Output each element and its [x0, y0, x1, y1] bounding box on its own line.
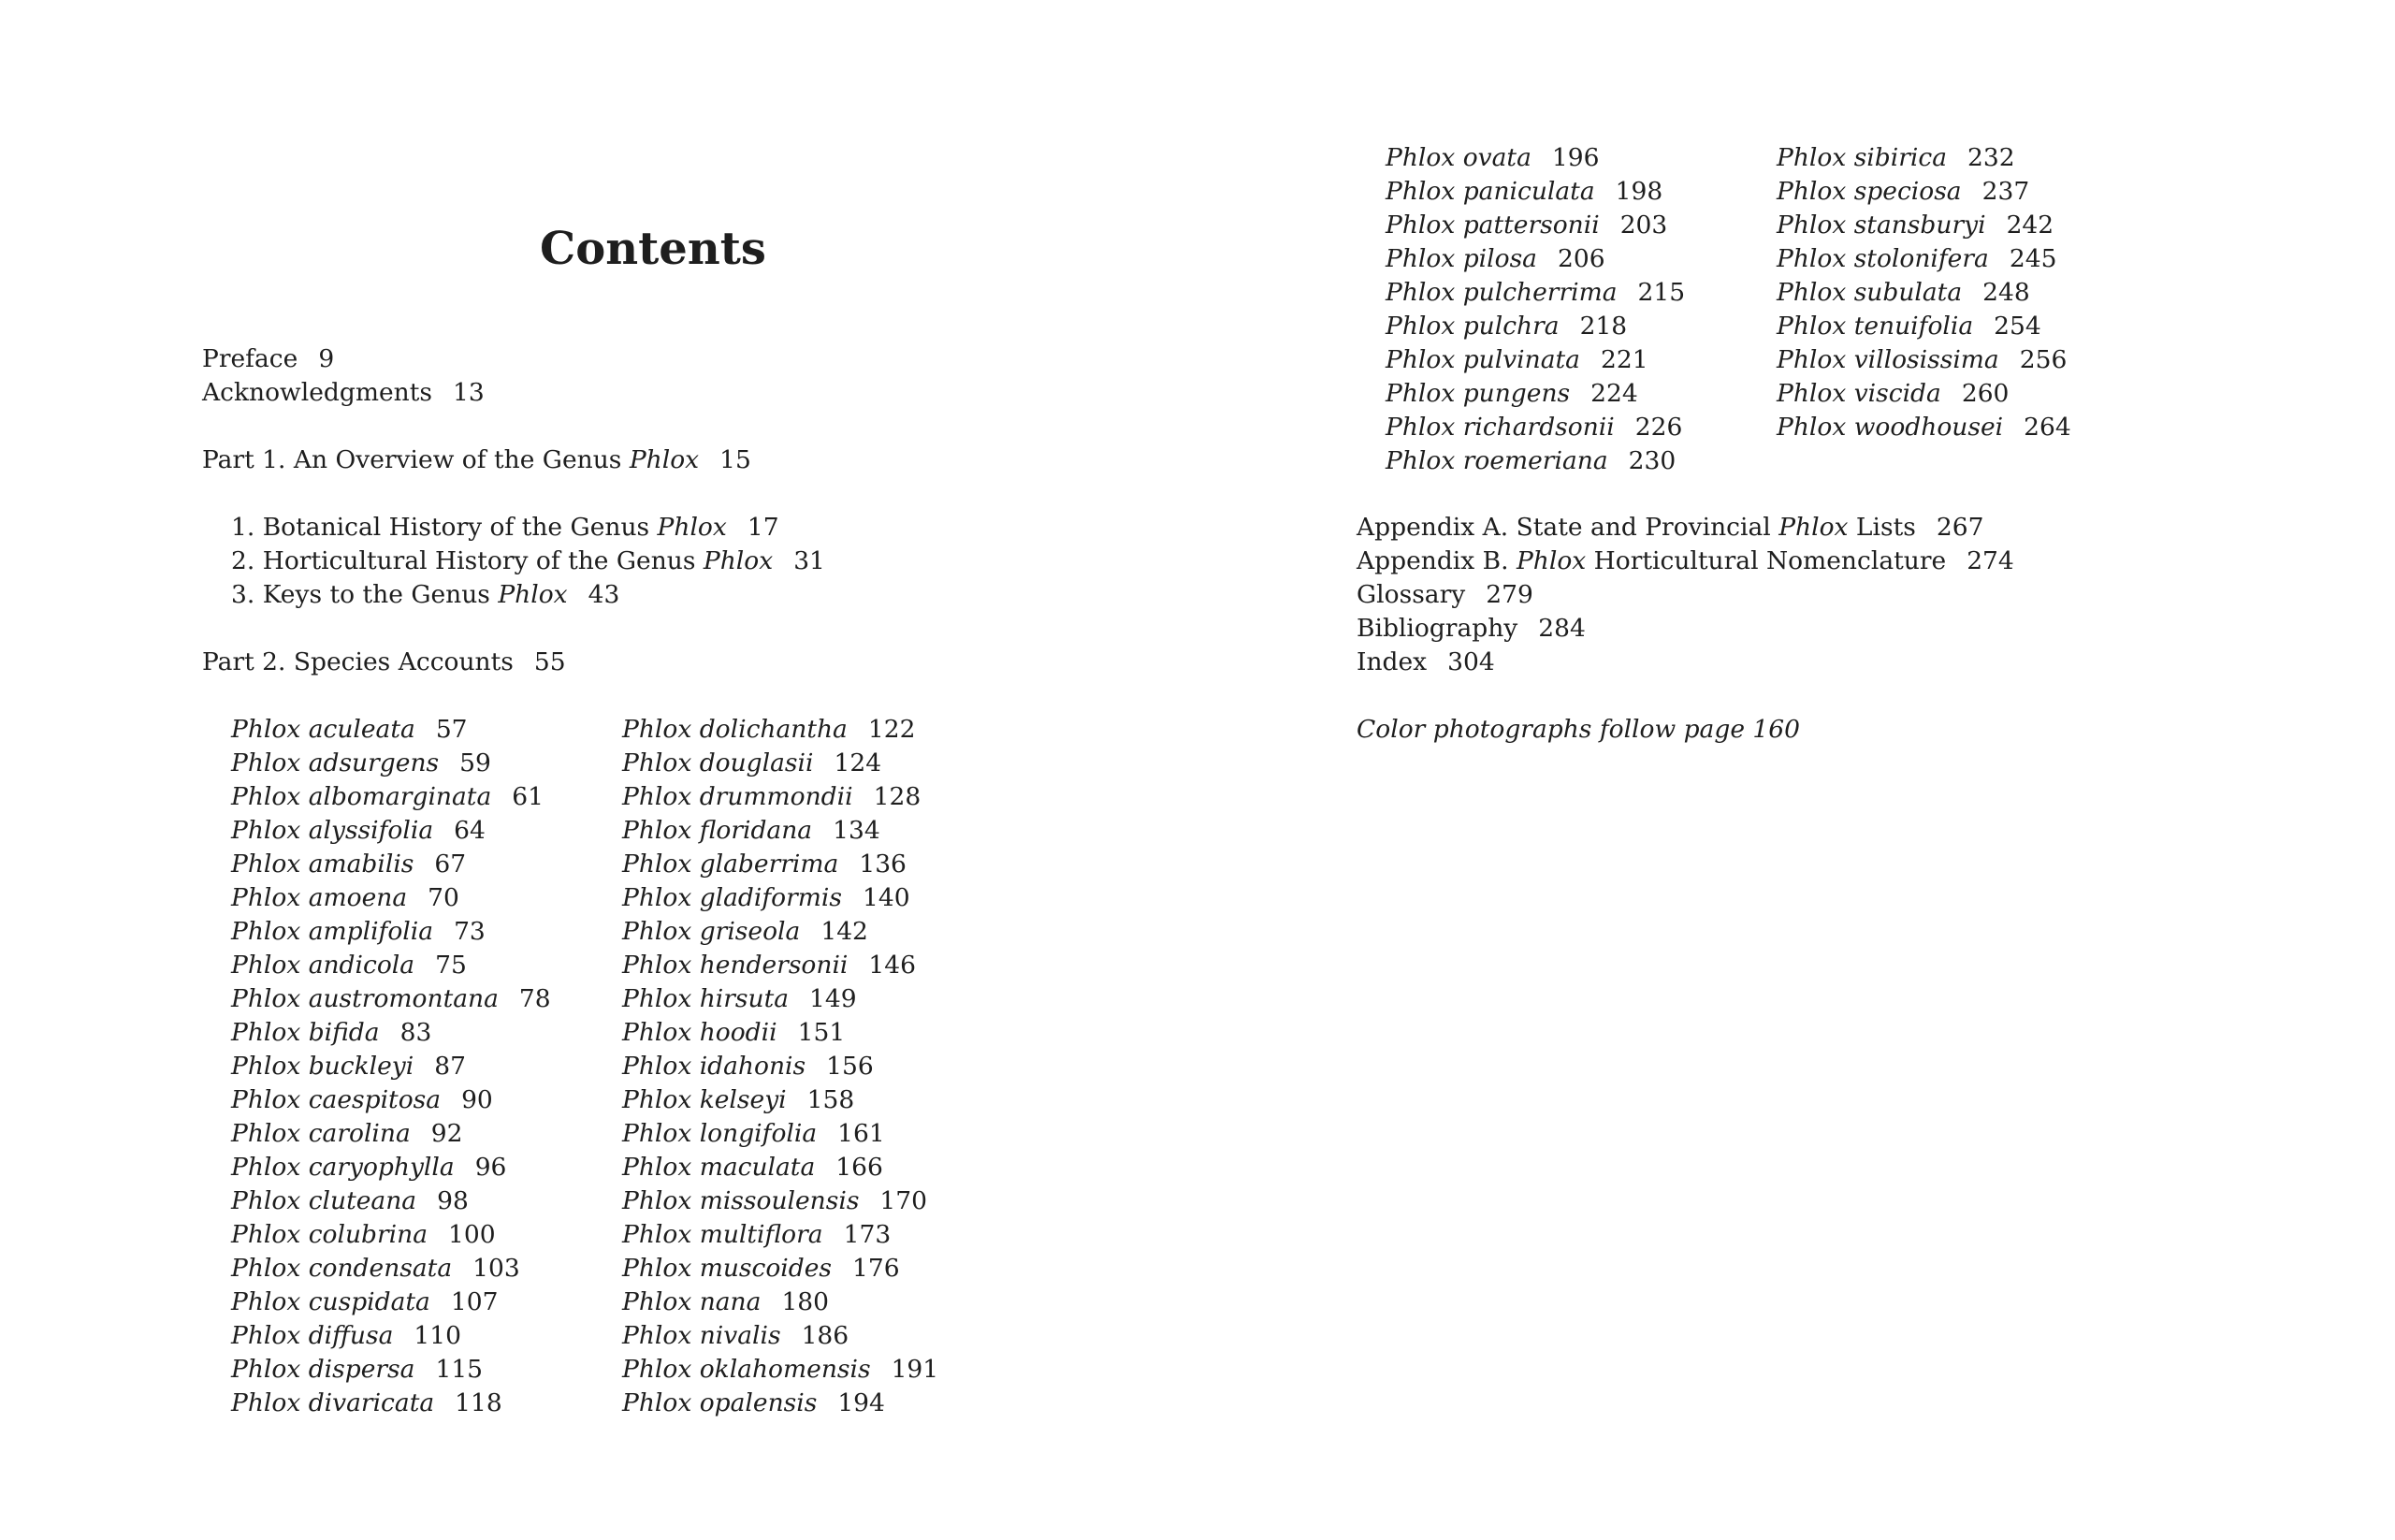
species-page: 256 — [2019, 345, 2068, 374]
species-entry — [1386, 141, 1685, 175]
species-name: Phlox kelseyi — [622, 1085, 787, 1114]
species-entry — [231, 1016, 551, 1050]
species-name: Phlox buckleyi — [231, 1052, 414, 1081]
species-name: Phlox villosissima — [1777, 345, 1999, 374]
toc-chapter-1 — [231, 511, 779, 545]
species-name: Phlox speciosa — [1777, 177, 1962, 206]
species-entry — [1777, 242, 2071, 276]
species-name: Phlox pulcherrima — [1386, 278, 1618, 307]
species-entry — [622, 747, 938, 780]
species-entry — [1777, 175, 2071, 209]
toc-entry-appendix-b — [1357, 545, 2014, 578]
species-name: Phlox austromontana — [231, 984, 499, 1013]
toc-entry-label: 3. Keys to the Genus — [231, 580, 499, 609]
toc-entry-label: 1. Botanical History of the Genus — [231, 513, 658, 542]
species-name: Phlox hirsuta — [622, 984, 790, 1013]
species-entry — [231, 1387, 551, 1420]
species-entry — [231, 1117, 551, 1151]
species-entry — [1777, 377, 2071, 411]
species-page: 226 — [1634, 413, 1683, 442]
species-entry — [231, 982, 551, 1016]
toc-entry-page: 304 — [1447, 647, 1495, 676]
species-page: 87 — [434, 1052, 466, 1081]
toc-entry-label: Part 1. An Overview of the Genus — [202, 445, 630, 474]
species-name: Phlox cuspidata — [231, 1287, 430, 1316]
species-page: 78 — [518, 984, 551, 1013]
species-page: 194 — [837, 1388, 885, 1417]
toc-chapter-2 — [231, 545, 825, 578]
toc-entry-index — [1357, 646, 1495, 679]
species-name: Phlox subulata — [1777, 278, 1963, 307]
toc-entry-label: Index — [1357, 647, 1428, 676]
toc-entry-page: 279 — [1486, 580, 1533, 609]
species-page: 83 — [399, 1018, 432, 1047]
species-page: 237 — [1981, 177, 2030, 206]
species-name: Phlox aculeata — [231, 715, 415, 744]
species-name: Phlox nivalis — [622, 1321, 781, 1350]
species-name: Phlox albomarginata — [231, 782, 492, 811]
species-page: 158 — [806, 1085, 855, 1114]
species-entry — [231, 949, 551, 982]
toc-entry-page: 9 — [318, 344, 335, 373]
genus-name: Phlox — [1516, 546, 1587, 575]
species-entry — [1386, 209, 1685, 242]
species-page: 156 — [826, 1052, 874, 1081]
species-page: 215 — [1637, 278, 1686, 307]
species-page: 75 — [435, 951, 467, 980]
species-entry — [1386, 377, 1685, 411]
toc-entry-page: 267 — [1936, 513, 1984, 542]
toc-entry-page: 15 — [719, 445, 751, 474]
species-entry — [622, 982, 938, 1016]
species-column-3 — [1386, 141, 1685, 478]
toc-entry-part2 — [202, 646, 566, 679]
species-entry — [622, 1252, 938, 1286]
species-page: 92 — [430, 1119, 463, 1148]
species-page: 230 — [1628, 446, 1676, 475]
species-entry — [231, 1083, 551, 1117]
page-title: Contents — [540, 223, 766, 275]
species-entry — [622, 814, 938, 848]
species-entry — [231, 1353, 551, 1387]
species-page: 115 — [435, 1355, 484, 1384]
species-entry — [231, 881, 551, 915]
species-entry — [622, 915, 938, 949]
species-name: Phlox richardsonii — [1386, 413, 1615, 442]
species-name: Phlox missoulensis — [622, 1186, 860, 1215]
species-page: 166 — [835, 1153, 883, 1182]
species-name: Phlox griseola — [622, 917, 801, 946]
species-name: Phlox colubrina — [231, 1220, 428, 1249]
genus-name: Phlox — [1778, 513, 1849, 542]
species-page: 180 — [781, 1287, 830, 1316]
species-entry — [622, 1319, 938, 1353]
species-page: 100 — [448, 1220, 496, 1249]
species-page: 128 — [873, 782, 922, 811]
species-name: Phlox muscoides — [622, 1254, 833, 1283]
species-page: 151 — [797, 1018, 846, 1047]
toc-entry-label: Appendix B. — [1357, 546, 1517, 575]
species-name: Phlox multiflora — [622, 1220, 823, 1249]
species-name: Phlox adsurgens — [231, 748, 440, 777]
species-name: Phlox douglasii — [622, 748, 814, 777]
species-entry — [622, 1117, 938, 1151]
genus-name: Phlox — [657, 513, 727, 542]
species-name: Phlox amabilis — [231, 850, 414, 879]
species-entry — [231, 1286, 551, 1319]
toc-entry-page: 13 — [452, 378, 485, 407]
toc-entry-glossary — [1357, 578, 1533, 612]
toc-entry-preface — [202, 342, 334, 376]
species-page: 90 — [461, 1085, 493, 1114]
species-entry — [622, 1050, 938, 1083]
species-column-1 — [231, 713, 551, 1420]
species-entry — [1777, 411, 2071, 444]
species-page: 242 — [2006, 211, 2054, 240]
species-name: Phlox ovata — [1386, 143, 1531, 172]
toc-entry-page: 17 — [747, 513, 779, 542]
species-page: 196 — [1551, 143, 1600, 172]
species-entry — [1777, 310, 2071, 343]
species-page: 142 — [820, 917, 868, 946]
species-name: Phlox amplifolia — [231, 917, 434, 946]
toc-entry-label: 2. Horticultural History of the Genus — [231, 546, 704, 575]
species-name: Phlox diffusa — [231, 1321, 394, 1350]
species-name: Phlox hoodii — [622, 1018, 777, 1047]
species-entry — [622, 1387, 938, 1420]
species-page: 122 — [867, 715, 916, 744]
species-page: 176 — [852, 1254, 900, 1283]
species-name: Phlox glaberrima — [622, 850, 839, 879]
species-name: Phlox pattersonii — [1386, 211, 1600, 240]
species-name: Phlox caryophylla — [231, 1153, 455, 1182]
species-entry — [231, 1050, 551, 1083]
species-page: 191 — [891, 1355, 939, 1384]
species-name: Phlox hendersonii — [622, 951, 849, 980]
species-name: Phlox nana — [622, 1287, 762, 1316]
species-entry — [1386, 310, 1685, 343]
species-entry — [231, 1252, 551, 1286]
species-page: 248 — [1982, 278, 2030, 307]
toc-entry-page: 43 — [588, 580, 620, 609]
species-name: Phlox idahonis — [622, 1052, 806, 1081]
species-entry — [1777, 276, 2071, 310]
toc-entry-page: 274 — [1967, 546, 2014, 575]
color-photographs-note: Color photographs follow page 160 — [1357, 715, 1801, 744]
species-name: Phlox opalensis — [622, 1388, 818, 1417]
species-name: Phlox tenuifolia — [1777, 312, 1974, 341]
species-page: 103 — [472, 1254, 520, 1283]
species-page: 224 — [1590, 379, 1638, 408]
species-name: Phlox floridana — [622, 816, 813, 845]
species-entry — [231, 915, 551, 949]
species-entry — [622, 1286, 938, 1319]
species-page: 118 — [455, 1388, 502, 1417]
genus-name: Phlox — [703, 546, 774, 575]
toc-entry-page: 31 — [793, 546, 825, 575]
species-name: Phlox pulchra — [1386, 312, 1560, 341]
species-entry — [1386, 444, 1685, 478]
species-page: 149 — [809, 984, 857, 1013]
species-page: 173 — [843, 1220, 892, 1249]
species-entry — [1386, 242, 1685, 276]
toc-entry-label: Appendix A. State and Provincial — [1357, 513, 1779, 542]
species-page: 260 — [1961, 379, 2010, 408]
species-name: Phlox dispersa — [231, 1355, 415, 1384]
toc-entry-acknowledgments — [202, 376, 485, 410]
species-name: Phlox cluteana — [231, 1186, 417, 1215]
species-name: Phlox paniculata — [1386, 177, 1595, 206]
species-column-4 — [1777, 141, 2071, 444]
species-entry — [231, 1151, 551, 1184]
species-name: Phlox condensata — [231, 1254, 453, 1283]
toc-entry-part1 — [202, 443, 751, 477]
species-name: Phlox stansburyi — [1777, 211, 1986, 240]
species-name: Phlox caespitosa — [231, 1085, 442, 1114]
species-page: 140 — [863, 883, 910, 912]
species-entry — [1386, 175, 1685, 209]
species-name: Phlox gladiformis — [622, 883, 843, 912]
species-page: 107 — [450, 1287, 499, 1316]
species-entry — [231, 1319, 551, 1353]
species-entry — [622, 1184, 938, 1218]
species-page: 203 — [1619, 211, 1668, 240]
species-page: 198 — [1615, 177, 1663, 206]
species-entry — [231, 780, 551, 814]
species-name: Phlox sibirica — [1777, 143, 1947, 172]
species-page: 264 — [2024, 413, 2071, 442]
species-page: 64 — [454, 816, 486, 845]
species-name: Phlox drummondii — [622, 782, 853, 811]
toc-entry-appendix-a — [1357, 511, 1983, 545]
species-entry — [1386, 276, 1685, 310]
species-name: Phlox dolichantha — [622, 715, 848, 744]
species-entry — [622, 1353, 938, 1387]
species-page: 124 — [834, 748, 882, 777]
species-entry — [1386, 343, 1685, 377]
species-entry — [231, 713, 551, 747]
species-name: Phlox maculata — [622, 1153, 816, 1182]
species-entry — [622, 1151, 938, 1184]
species-page: 161 — [837, 1119, 885, 1148]
species-entry — [622, 713, 938, 747]
species-page: 70 — [428, 883, 459, 912]
species-entry — [231, 1184, 551, 1218]
species-entry — [622, 1016, 938, 1050]
species-page: 134 — [833, 816, 880, 845]
species-entry — [622, 780, 938, 814]
species-entry — [1777, 343, 2071, 377]
species-page: 98 — [437, 1186, 469, 1215]
species-page: 110 — [414, 1321, 461, 1350]
species-entry — [1386, 411, 1685, 444]
toc-entry-label: Horticultural Nomenclature — [1586, 546, 1947, 575]
species-page: 232 — [1967, 143, 2015, 172]
toc-entry-label: Glossary — [1357, 580, 1466, 609]
species-name: Phlox longifolia — [622, 1119, 818, 1148]
species-name: Phlox oklahomensis — [622, 1355, 871, 1384]
species-entry — [231, 1218, 551, 1252]
species-name: Phlox bifida — [231, 1018, 380, 1047]
genus-name: Phlox — [629, 445, 700, 474]
species-name: Phlox stolonifera — [1777, 244, 1989, 273]
toc-chapter-3 — [231, 578, 619, 612]
species-entry — [231, 814, 551, 848]
species-page: 61 — [512, 782, 544, 811]
species-name: Phlox pungens — [1386, 379, 1571, 408]
species-name: Phlox woodhousei — [1777, 413, 2004, 442]
species-name: Phlox pilosa — [1386, 244, 1537, 273]
species-name: Phlox viscida — [1777, 379, 1941, 408]
species-name: Phlox divaricata — [231, 1388, 435, 1417]
species-entry — [1777, 141, 2071, 175]
species-page: 186 — [801, 1321, 849, 1350]
toc-entry-bibliography — [1357, 612, 1586, 646]
species-page: 245 — [2009, 244, 2057, 273]
toc-entry-page: 284 — [1538, 614, 1586, 643]
toc-entry-label: Bibliography — [1357, 614, 1518, 643]
species-name: Phlox roemeriana — [1386, 446, 1608, 475]
species-column-2 — [622, 713, 938, 1420]
species-entry — [231, 848, 551, 881]
toc-entry-label: Part 2. Species Accounts — [202, 647, 514, 676]
species-entry — [622, 1083, 938, 1117]
species-entry — [1777, 209, 2071, 242]
species-page: 57 — [435, 715, 468, 744]
species-entry — [622, 881, 938, 915]
species-page: 221 — [1600, 345, 1648, 374]
species-page: 218 — [1579, 312, 1628, 341]
species-name: Phlox amoena — [231, 883, 408, 912]
toc-entry-label: Acknowledgments — [202, 378, 432, 407]
toc-entry-label: Lists — [1848, 513, 1916, 542]
species-name: Phlox carolina — [231, 1119, 411, 1148]
species-name: Phlox pulvinata — [1386, 345, 1580, 374]
species-page: 67 — [434, 850, 467, 879]
species-page: 73 — [454, 917, 486, 946]
species-entry — [622, 848, 938, 881]
toc-entry-page: 55 — [533, 647, 566, 676]
species-page: 136 — [859, 850, 907, 879]
genus-name: Phlox — [498, 580, 568, 609]
species-name: Phlox alyssifolia — [231, 816, 434, 845]
toc-entry-label: Preface — [202, 344, 298, 373]
species-entry — [231, 747, 551, 780]
species-name: Phlox andicola — [231, 951, 415, 980]
species-page: 254 — [1994, 312, 2041, 341]
species-page: 170 — [879, 1186, 928, 1215]
species-page: 59 — [459, 748, 491, 777]
species-page: 146 — [868, 951, 916, 980]
species-page: 96 — [474, 1153, 507, 1182]
species-entry — [622, 1218, 938, 1252]
species-page: 206 — [1557, 244, 1605, 273]
species-entry — [622, 949, 938, 982]
